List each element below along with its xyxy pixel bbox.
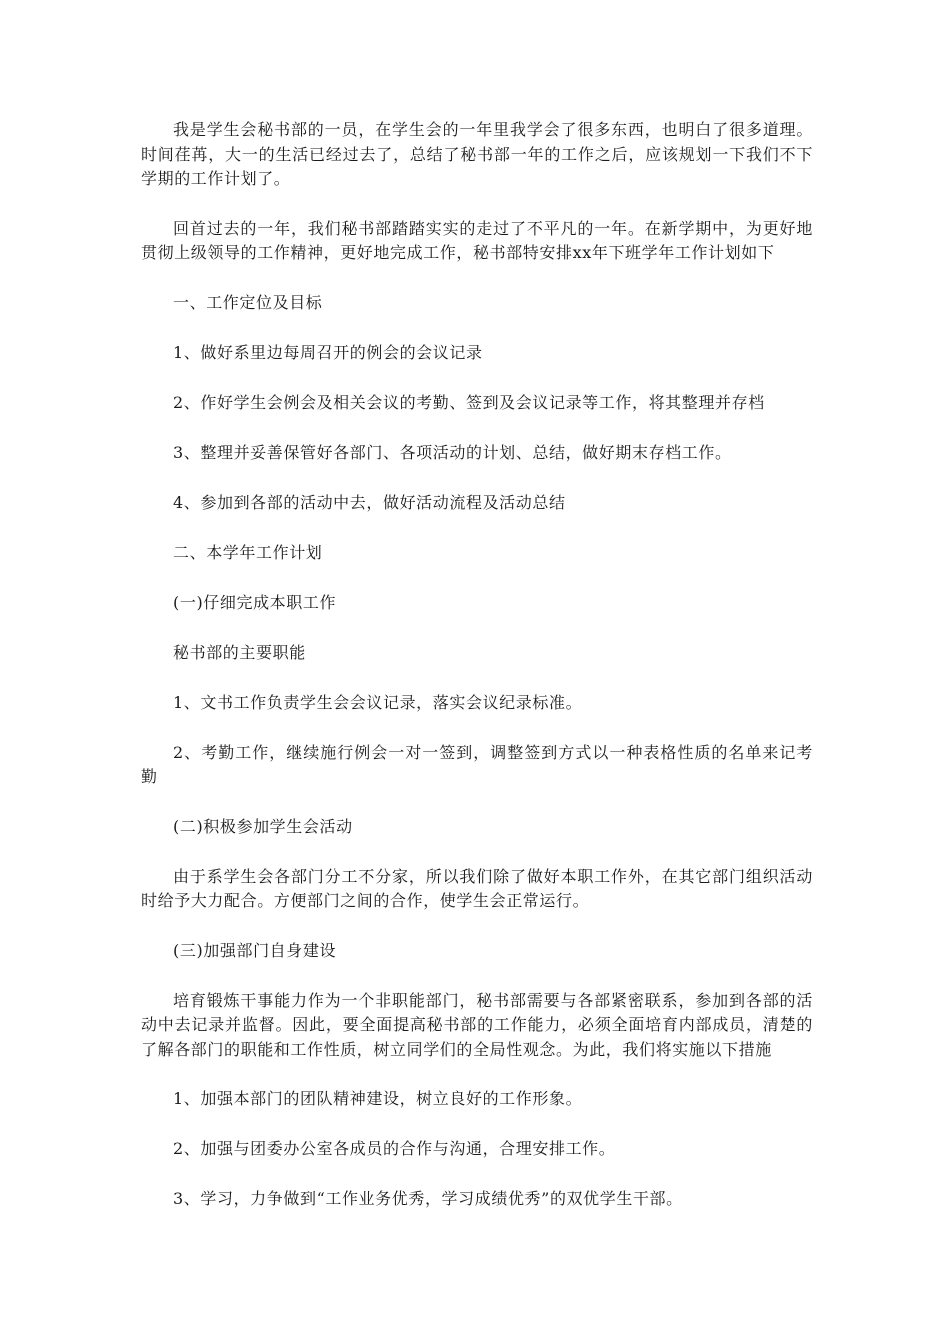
- paragraph-intro: 我是学生会秘书部的一员，在学生会的一年里我学会了很多东西，也明白了很多道理。时间荏苒，大一的生活已经过去了，总结了秘书部一年的工作之后，应该规划一下我们不下学期的工作计划了。: [141, 120, 813, 188]
- list-item: 2、考勤工作，继续施行例会一对一签到，调整签到方式以一种表格性质的名单来记考勤: [141, 742, 813, 786]
- paragraph-review: 回首过去的一年，我们秘书部踏踏实实的走过了不平凡的一年。在新学期中，为更好地贯彻上级领导的工作精神，更好地完成工作，秘书部特安排xx年下班学年工作计划如下: [141, 218, 813, 262]
- subsection-heading: (二)积极参加学生会活动: [173, 816, 353, 836]
- section-heading-2: 二、本学年工作计划: [173, 542, 323, 562]
- list-item: 2、加强与团委办公室各成员的合作与沟通，合理安排工作。: [173, 1139, 616, 1158]
- document-body: [141, 118, 813, 1237]
- list-item: 3、整理并妥善保管好各部门、各项活动的计划、总结，做好期末存档工作。: [173, 442, 732, 462]
- list-item: 1、文书工作负责学生会会议记录，落实会议纪录标准。: [173, 692, 583, 712]
- list-item: 1、加强本部门的团队精神建设，树立良好的工作形象。: [173, 1089, 583, 1108]
- subsection-label: 秘书部的主要职能: [173, 642, 306, 662]
- list-item: 1、做好系里边每周召开的例会的会议记录: [173, 342, 483, 362]
- subsection-heading: (三)加强部门自身建设: [173, 940, 337, 960]
- list-item: 2、作好学生会例会及相关会议的考勤、签到及会议记录等工作，将其整理并存档: [173, 392, 765, 412]
- list-item: 4、参加到各部的活动中去，做好活动流程及活动总结: [173, 492, 566, 512]
- section-heading-1: 一、工作定位及目标: [173, 292, 323, 312]
- subsection-heading: (一)仔细完成本职工作: [173, 592, 337, 612]
- paragraph-development: 培育锻炼干事能力作为一个非职能部门，秘书部需要与各部紧密联系，参加到各部的活动中去记录并监督。因此，要全面提高秘书部的工作能力，必须全面培育内部成员，清楚的了解各部门的职能和工作性质，树立同学们的全局性观念。为此，我们将实施以下措施: [141, 990, 813, 1059]
- paragraph-cooperation: 由于系学生会各部门分工不分家，所以我们除了做好本职工作外，在其它部门组织活动时给予大力配合。方便部门之间的合作，使学生会正常运行。: [141, 866, 813, 910]
- list-item: 3、学习，力争做到“工作业务优秀，学习成绩优秀”的双优学生干部。: [173, 1189, 683, 1208]
